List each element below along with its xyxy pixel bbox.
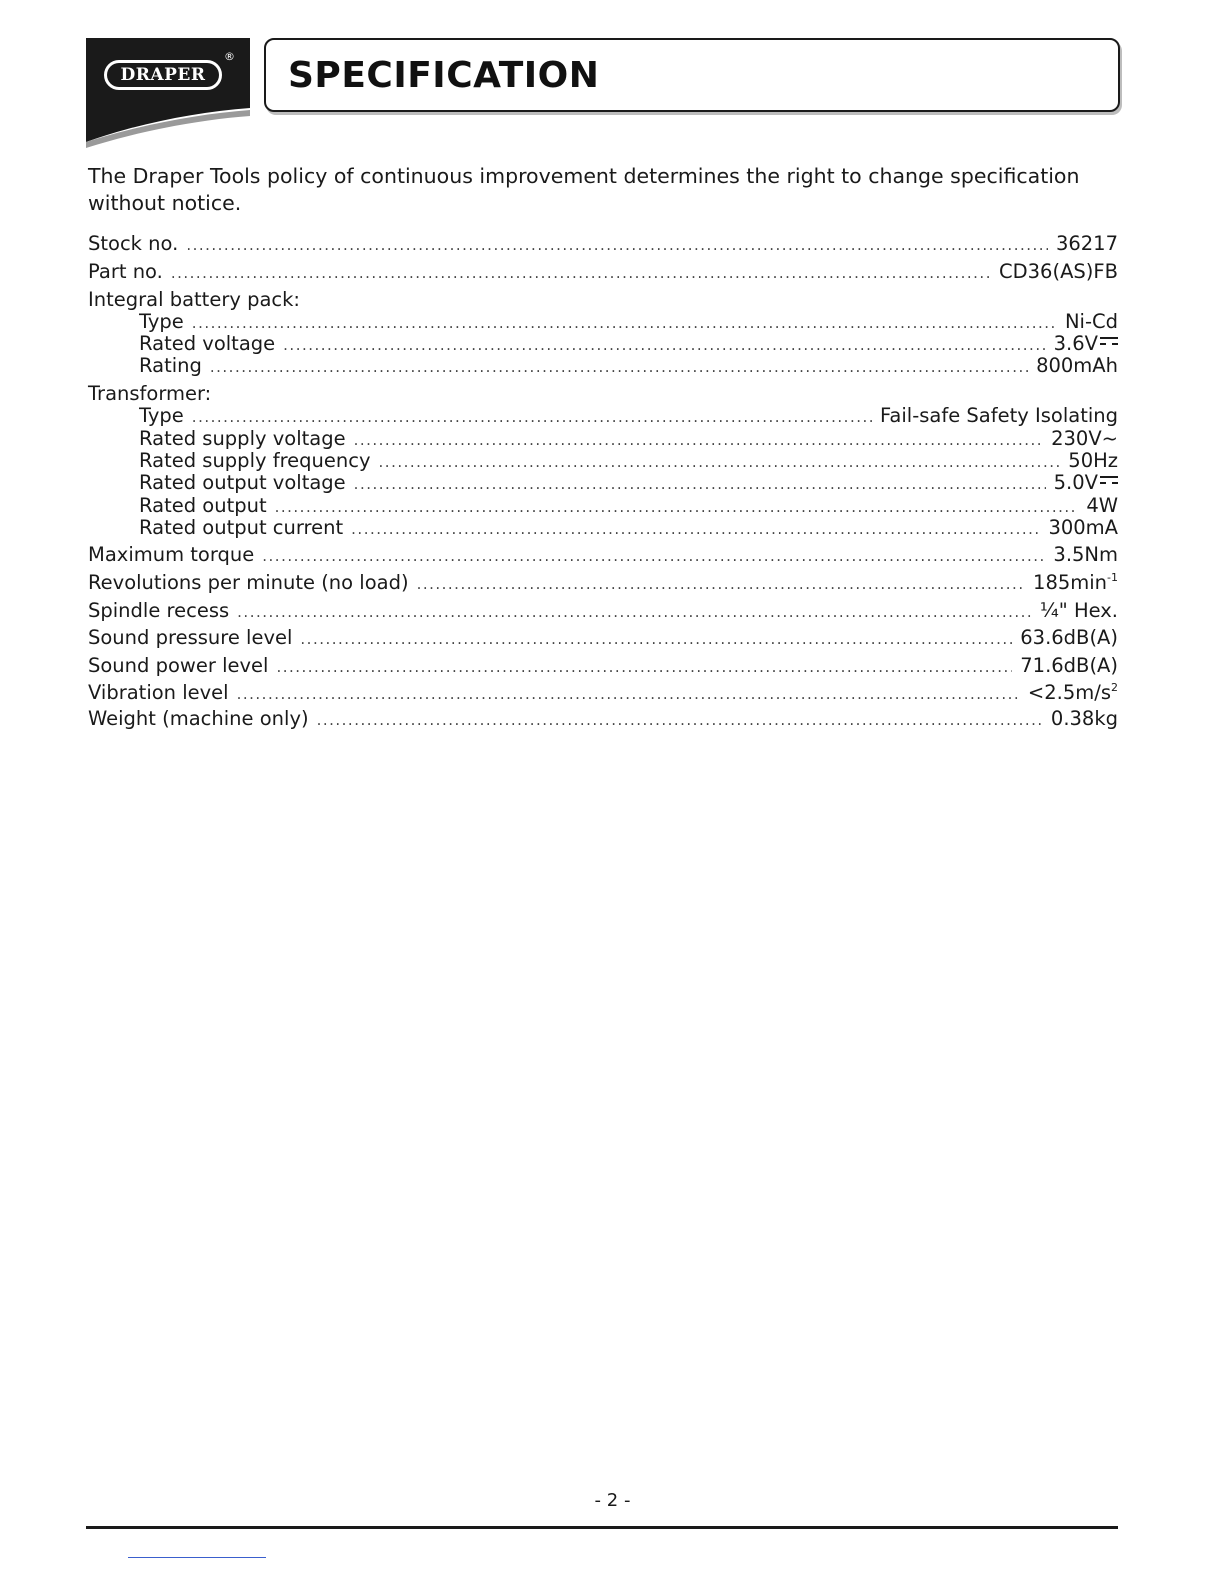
spec-label: Sound pressure level [88,626,293,649]
spec-label: Rated output voltage [139,471,346,494]
spec-row-supply-voltage [139,427,1118,451]
spec-row-part-no [88,260,1118,284]
dot-leader [317,708,1043,731]
spec-row-supply-frequency [139,449,1118,473]
dot-leader [237,682,1020,705]
spec-row-weight [88,707,1118,731]
spec-value-superscript: 2 [1111,681,1118,694]
spec-value-wrap [1046,332,1118,356]
spec-label: Maximum torque [88,543,255,566]
spec-value-wrap [1020,681,1118,705]
spec-value: 3.5Nm [1053,543,1118,566]
spec-row-torque [88,543,1118,567]
title-banner [264,38,1120,112]
footer-rule [86,1526,1118,1529]
spec-value: 3.6V [1053,332,1098,355]
dot-leader [262,544,1045,567]
intro-paragraph: The Draper Tools policy of continuous improvement determines the right to change specification without notice. [88,164,1080,215]
spec-label: Rating [139,354,202,377]
spec-label: Part no. [88,260,163,283]
spec-value: Fail-safe Safety Isolating [880,404,1118,427]
spec-row-sound-pressure [88,626,1118,650]
spec-label: Vibration level [88,681,229,704]
page-title: SPECIFICATION [288,54,600,96]
dot-leader [186,233,1048,256]
spec-label: Rated supply voltage [139,427,346,450]
dot-leader [192,311,1057,334]
spec-row-battery-voltage [139,332,1118,356]
spec-label: Stock no. [88,232,179,255]
spec-value: 5.0V [1053,471,1098,494]
spec-label: Rated supply frequency [139,449,371,472]
spec-value: 800mAh [1036,354,1118,377]
transformer-heading: Transformer: [88,382,212,405]
brand-logo [86,38,254,148]
spec-value: 0.38kg [1050,707,1118,730]
spec-value: <2.5m/s [1027,681,1111,704]
spec-row-output-current [139,516,1118,540]
spec-label: Type [139,404,184,427]
spec-row-rpm [88,571,1118,595]
spec-row-vibration [88,681,1118,705]
spec-label: Rated output current [139,516,344,539]
spec-row-battery-type [139,310,1118,334]
spec-value: 230V~ [1051,427,1118,450]
dc-symbol-icon [1100,337,1118,347]
spec-value-wrap [1025,571,1118,595]
dot-leader [354,428,1044,451]
spec-label: Type [139,310,184,333]
footer-link-underline [128,1557,266,1558]
spec-value: 185min [1033,571,1108,594]
spec-label: Spindle recess [88,599,230,622]
spec-value: 4W [1086,494,1118,517]
spec-row-output [139,494,1118,518]
dc-symbol-icon [1100,476,1118,486]
spec-row-sound-power [88,654,1118,678]
spec-value: 300mA [1048,516,1118,539]
dot-leader [275,495,1079,518]
brand-name: DRAPER [107,63,219,87]
spec-value-wrap [1046,471,1118,495]
registered-mark: ® [224,50,235,63]
dot-leader [192,405,872,428]
spec-label: Sound power level [88,654,269,677]
spec-label: Rated voltage [139,332,276,355]
dot-leader [351,517,1040,540]
dot-leader [276,655,1012,678]
dot-leader [300,627,1012,650]
spec-value: 71.6dB(A) [1020,654,1118,677]
spec-row-output-voltage [139,471,1118,495]
brand-wordmark [104,60,222,90]
spec-value: 36217 [1055,232,1118,255]
spec-value: ¼" Hex. [1039,599,1118,622]
spec-row-stock-no [88,232,1118,256]
dot-leader [210,355,1028,378]
spec-value: CD36(AS)FB [999,260,1118,283]
page-number: - 2 - [594,1490,631,1511]
spec-label: Weight (machine only) [88,707,309,730]
spec-row-spindle [88,599,1118,623]
spec-value: 50Hz [1068,449,1118,472]
dot-leader [379,450,1061,473]
spec-row-transformer-type [139,404,1118,428]
dot-leader [283,333,1045,356]
spec-label: Revolutions per minute (no load) [88,571,409,594]
dot-leader [354,472,1046,495]
dot-leader [237,600,1032,623]
dot-leader [171,261,991,284]
spec-value-superscript: -1 [1107,571,1118,584]
dot-leader [417,572,1025,595]
spec-value: Ni-Cd [1064,310,1118,333]
spec-value: 63.6dB(A) [1020,626,1118,649]
spec-label: Rated output [139,494,267,517]
battery-heading: Integral battery pack: [88,288,300,311]
spec-row-battery-rating [139,354,1118,378]
